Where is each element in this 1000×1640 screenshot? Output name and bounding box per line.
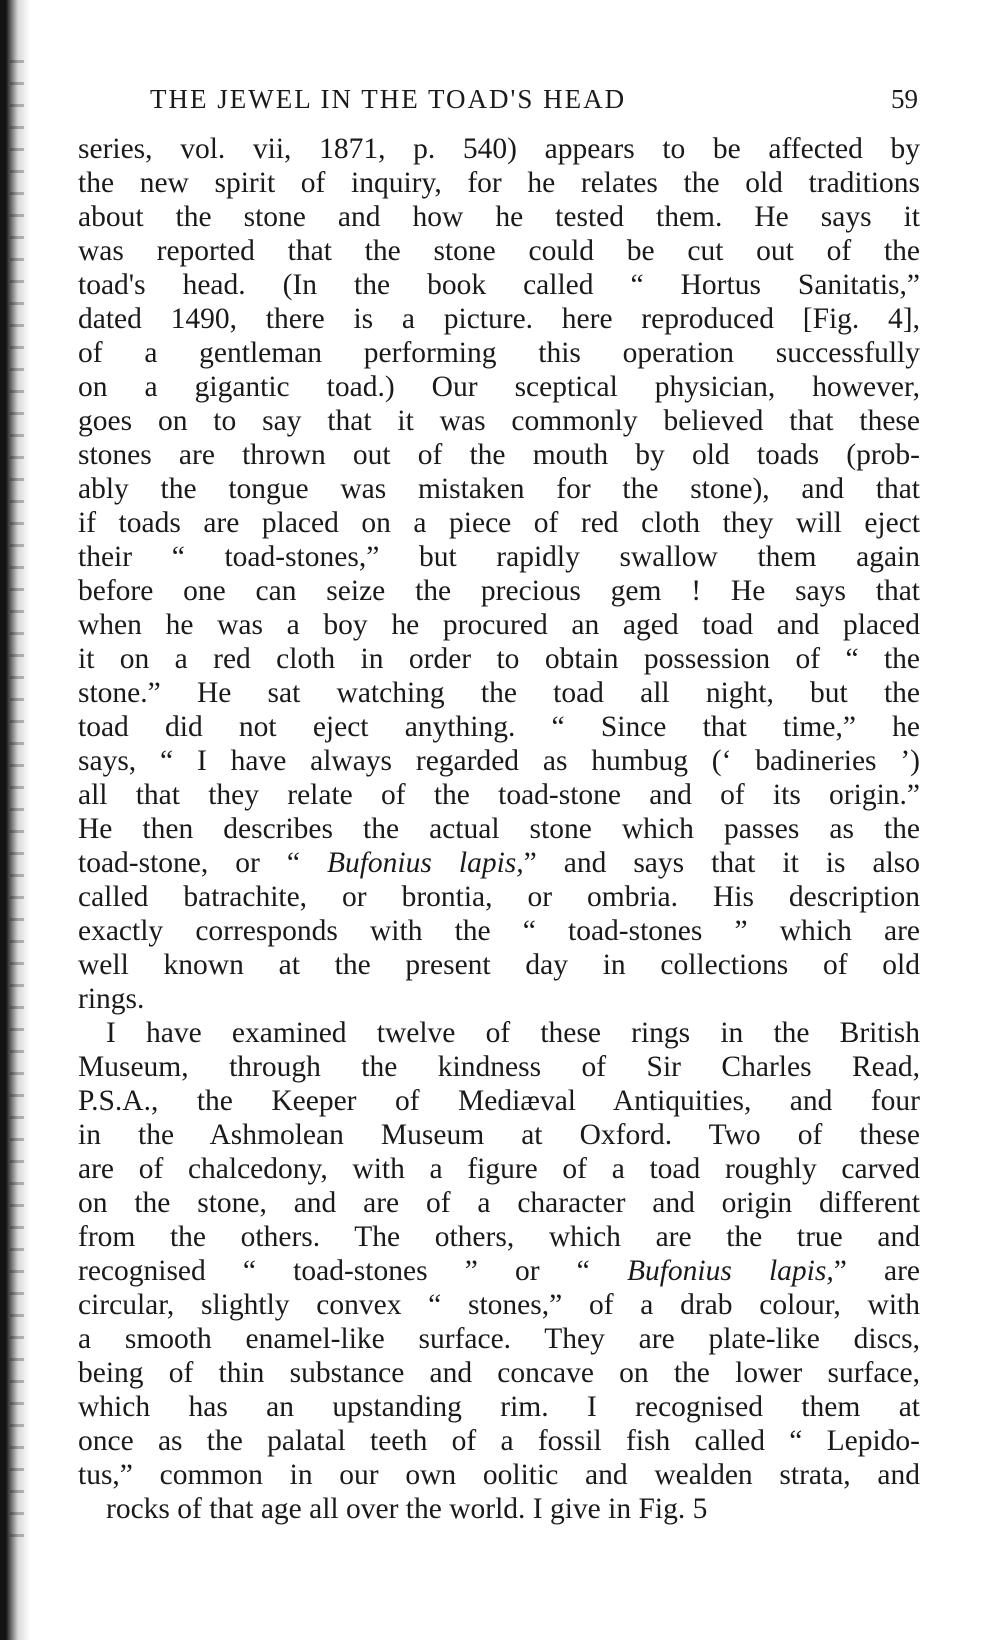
latin-term: Bufonius lapis,	[326, 847, 524, 879]
text-line: well known at the present day in collections of old	[78, 949, 920, 981]
text-line: He then describes the actual stone which passes as the	[78, 813, 920, 845]
text-line: circular, slightly convex “ stones,” of a drab colour, with	[78, 1289, 920, 1321]
text-line-with-italic	[78, 846, 920, 880]
text-line: goes on to say that it was commonly believed that these	[78, 405, 920, 437]
text-line: of a gentleman performing this operation successfully	[78, 337, 920, 369]
text-line: all that they relate of the toad-stone and of its origin.”	[78, 779, 920, 811]
text-line: P.S.A., the Keeper of Mediæval Antiquities, and four	[78, 1085, 920, 1117]
text-line: their “ toad-stones,” but rapidly swallow them again	[78, 541, 920, 573]
text-line: being of thin substance and concave on the lower surface,	[78, 1357, 920, 1389]
text-line: called batrachite, or brontia, or ombria. His description	[78, 881, 920, 913]
running-head	[78, 84, 920, 132]
text-line: the new spirit of inquiry, for he relates the old traditions	[78, 167, 920, 199]
text-line: about the stone and how he tested them. He says it	[78, 201, 920, 233]
text-line: dated 1490, there is a picture. here reproduced [Fig. 4],	[78, 303, 920, 335]
text-line: before one can seize the precious gem ! He says that	[78, 575, 920, 607]
text-run: recognised “ toad-stones ” or “	[78, 1255, 627, 1287]
page-binding-edge	[0, 0, 48, 1640]
latin-term: Bufonius lapis,	[626, 1255, 834, 1287]
text-line: exactly corresponds with the “ toad-stones ” which are	[78, 915, 920, 947]
running-title: THE JEWEL IN THE TOAD'S HEAD	[150, 84, 627, 114]
text-line: are of chalcedony, with a figure of a toad roughly carved	[78, 1153, 920, 1185]
text-line: it on a red cloth in order to obtain possession of “ the	[78, 643, 920, 675]
text-line: a smooth enamel-like surface. They are plate-like discs,	[78, 1323, 920, 1355]
paragraph	[78, 132, 920, 1016]
text-line: tus,” common in our own oolitic and wealden strata, and	[78, 1459, 920, 1491]
text-line: on the stone, and are of a character and origin different	[78, 1187, 920, 1219]
text-line: rings.	[78, 983, 145, 1015]
text-line: which has an upstanding rim. I recognised them at	[78, 1391, 920, 1423]
text-line: stones are thrown out of the mouth by old toads (prob-	[78, 439, 920, 471]
text-line-with-italic	[78, 1254, 920, 1288]
text-line: says, “ I have always regarded as humbug (‘ badineries ’)	[78, 745, 920, 777]
text-line: on a gigantic toad.) Our sceptical physician, however,	[78, 371, 920, 403]
text-line: if toads are placed on a piece of red cloth they will eject	[78, 507, 920, 539]
text-line: toad's head. (In the book called “ Hortus Sanitatis,”	[78, 269, 920, 301]
book-page	[78, 84, 920, 1526]
paragraph	[78, 1016, 920, 1526]
text-line: I have examined twelve of these rings in the British	[106, 1017, 920, 1049]
text-line: stone.” He sat watching the toad all night, but the	[78, 677, 920, 709]
catchline: rocks of that age all over the world. I give in Fig. 5	[106, 1493, 708, 1525]
text-run: toad-stone, or “	[78, 847, 327, 879]
text-line: toad did not eject anything. “ Since that time,” he	[78, 711, 920, 743]
text-line: in the Ashmolean Museum at Oxford. Two of these	[78, 1119, 920, 1151]
text-run: ” are	[833, 1255, 920, 1287]
text-line: was reported that the stone could be cut out of the	[78, 235, 920, 267]
text-line: from the others. The others, which are the true and	[78, 1221, 920, 1253]
text-run: ” and says that it is also	[523, 847, 920, 879]
text-line: Museum, through the kindness of Sir Charles Read,	[78, 1051, 920, 1083]
page-number: 59	[891, 84, 918, 114]
text-line: series, vol. vii, 1871, p. 540) appears to be affected by	[78, 133, 920, 165]
text-line: when he was a boy he procured an aged toad and placed	[78, 609, 920, 641]
text-line: once as the palatal teeth of a fossil fish called “ Lepido-	[78, 1425, 920, 1457]
text-line: ably the tongue was mistaken for the stone), and that	[78, 473, 920, 505]
